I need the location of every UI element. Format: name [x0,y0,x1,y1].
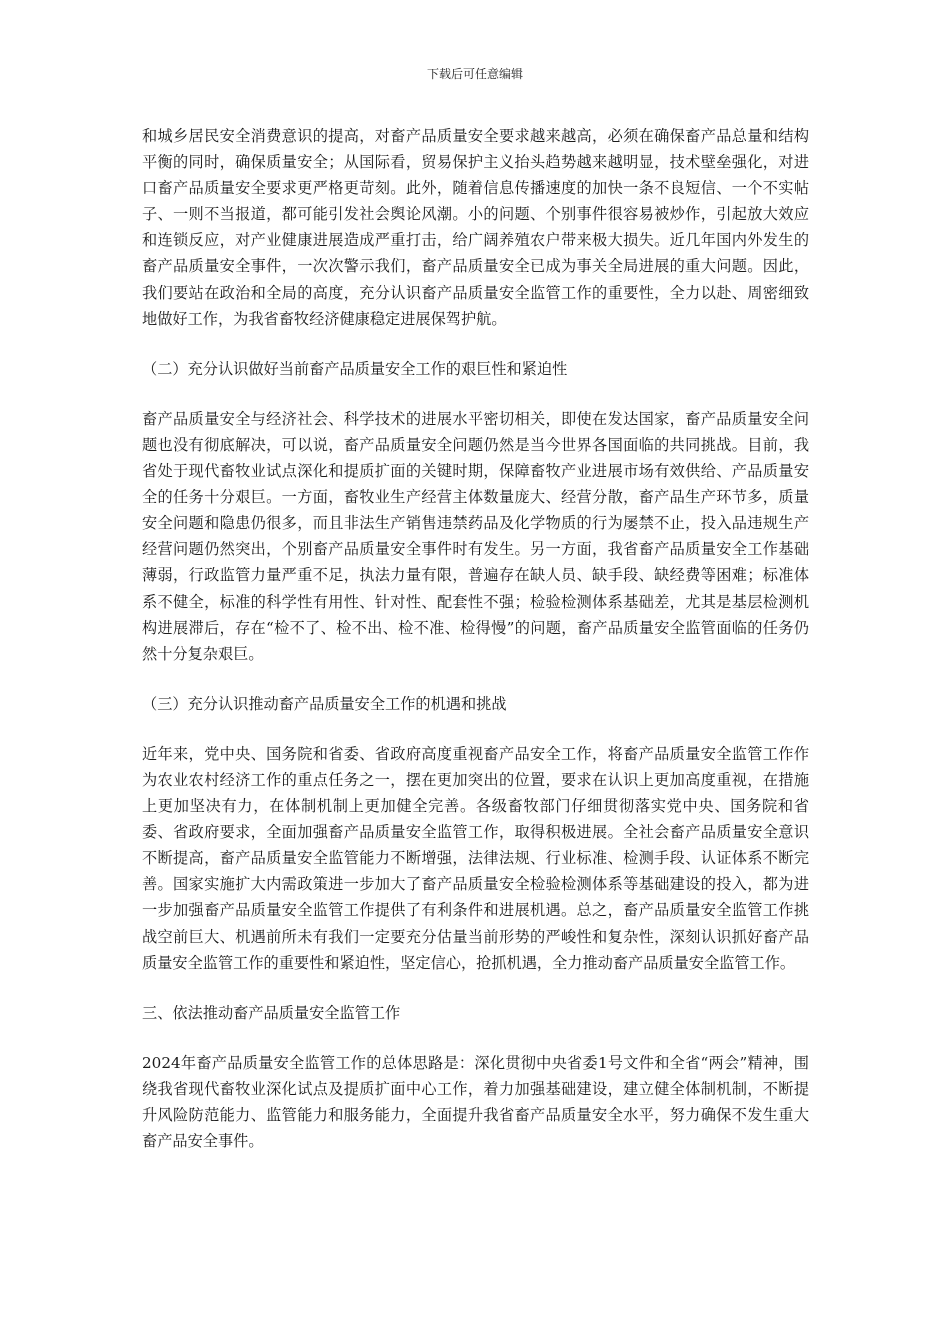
page-header-note: 下载后可任意编辑 [426,67,523,81]
paragraph-difficulty-urgency: 畜产品质量安全与经济社会、科学技术的进展水平密切相关，即使在发达国家，畜产品质量安全问题也没有彻底解决，可以说，畜产品质量安全问题仍然是当今世界各国面临的共同挑战。目前，我省处于现代畜牧业试点深化和提质扩面的关键时期，保障畜牧产业进展市场有效供给、产品质量安全的任务十分艰巨。一方面，畜牧业生产经营主体数量庞大、经营分散，畜产品生产环节多，质量安全问题和隐患仍很多，而且非法生产销售违禁药品及化学物质的行为屡禁不止，投入品违规生产经营问题仍然突出，个别畜产品质量安全事件时有发生。另一方面，我省畜产品质量安全工作基础薄弱，行政监管力量严重不足，执法力量有限，普遍存在缺人员、缺手段、缺经费等困难；标准体系不健全，标准的科学性有用性、针对性、配套性不强；检验检测体系基础差，尤其是基层检测机构进展滞后，存在“检不了、检不出、检不准、检得慢”的问题，畜产品质量安全监管面临的任务仍然十分复杂艰巨。 [142,409,809,663]
paragraph-overall-approach: 2024年畜产品质量安全监管工作的总体思路是：深化贯彻中央省委1号文件和全省“两会”精神，围绕我省现代畜牧业深化试点及提质扩面中心工作，着力加强基础建设，建立健全体制机制，不断提升风险防范能力、监管能力和服务能力，全面提升我省畜产品质量安全水平，努力确保不发生重大畜产品安全事件。 [142,1053,809,1151]
section-heading-3: （三）充分认识推动畜产品质量安全工作的机遇和挑战 [142,694,507,713]
document-body [142,123,809,1154]
paragraph-opportunities-challenges: 近年来，党中央、国务院和省委、省政府高度重视畜产品安全工作，将畜产品质量安全监管工作作为农业农村经济工作的重点任务之一，摆在更加突出的位置，要求在认识上更加高度重视，在措施上更加坚决有力，在体制机制上更加健全完善。各级畜牧部门仔细贯彻落实党中央、国务院和省委、省政府要求，全面加强畜产品质量安全监管工作，取得积极进展。全社会畜产品质量安全意识不断提高，畜产品质量安全监管能力不断增强，法律法规、行业标准、检测手段、认证体系不断完善。国家实施扩大内需政策进一步加大了畜产品质量安全检验检测体系等基础建设的投入，都为进一步加强畜产品质量安全监管工作提供了有利条件和进展机遇。总之，畜产品质量安全监管工作挑战空前巨大、机遇前所未有我们一定要充分估量当前形势的严峻性和复杂性，深刻认识抓好畜产品质量安全监管工作的重要性和紧迫性，坚定信心，抢抓机遇，全力推动畜产品质量安全监管工作。 [142,744,809,972]
section-heading-three: 三、依法推动畜产品质量安全监管工作 [142,1003,401,1022]
paragraph-consumer-awareness: 和城乡居民安全消费意识的提高，对畜产品质量安全要求越来越高，必须在确保畜产品总量和结构平衡的同时，确保质量安全；从国际看，贸易保护主义抬头趋势越来越明显，技术壁垒强化，对进口畜产品质量安全要求更严格更苛刻。此外，随着信息传播速度的加快一条不良短信、一个不实帖子、一则不当报道，都可能引发社会舆论风潮。小的问题、个别事件很容易被炒作，引起放大效应和连锁反应，对产业健康进展造成严重打击，给广阔养殖农户带来极大损失。近几年国内外发生的畜产品质量安全事件，一次次警示我们，畜产品质量安全已成为事关全局进展的重大问题。因此，我们要站在政治和全局的高度，充分认识畜产品质量安全监管工作的重要性，全力以赴、周密细致地做好工作，为我省畜牧经济健康稳定进展保驾护航。 [142,127,809,328]
section-heading-2: （二）充分认识做好当前畜产品质量安全工作的艰巨性和紧迫性 [142,359,568,378]
